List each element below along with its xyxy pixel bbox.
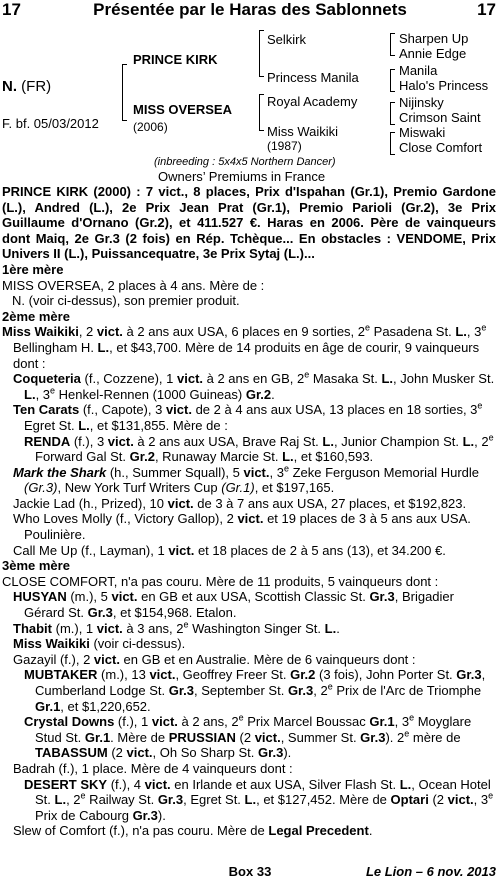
g3-ssd: Annie Edge — [399, 46, 467, 61]
produce-badrah: Badrah (f.), 1 place. Mère de 4 vainqueurs dont : — [13, 760, 293, 776]
produce-renda: RENDA (f.), 3 vict. à 2 ans aux USA, Brave Raj St. L., Junior Champion St. L., 2e Forward Gal St. Gr.2, Runaway Marcie St. L., et $160,593. — [24, 432, 494, 465]
premiums-note: Owners’ Premiums in France — [158, 169, 326, 184]
lot-number-left: 17 — [2, 0, 21, 19]
horse-info: F. bf. 05/03/2012 — [2, 116, 99, 131]
produce-crystal-downs: Crystal Downs (f.), 1 vict. à 2 ans, 2e Prix Marcel Boussac Gr.1, 3e Moyglare Stud St. Gr.1. Mère de PRUSSIAN (2 vict., Summer St. Gr.3). 2e mère de TABASSUM (2 vict., Oh So Sharp St. Gr.3). — [24, 712, 472, 761]
dam-name: MISS OVERSEA — [133, 102, 232, 117]
sire-paragraph: PRINCE KIRK (2000) : 7 vict., 8 places, Prix d'Ispahan (Gr.1), Premio Gardone (L.), Andred (L.), 2e Prix Jean Prat (Gr.1), Premio Parioli (Gr.2), 3e Prix Guillaume d'Ornano (Gr.2), et 411.527 €. Haras en 2006. Père de vainqueurs dont Maiq, 2e Gr.3 (2 fois) en Rép. Tchèque... En obstacles : VENDOME, Prix Univers II (L.), Puissancequatre, 3e Prix Sytaj (L.)... — [2, 184, 496, 262]
pedigree-table — [0, 26, 500, 182]
produce-slew-of-comfort: Slew of Comfort (f.), n'a pas couru. Mère de Legal Precedent. — [13, 823, 373, 839]
produce-husyan: HUSYAN (m.), 5 vict. en GB et aux USA, Scottish Classic St. Gr.3, Brigadier Gérard St. Gr.3, et $154,968. Etalon. — [13, 589, 454, 621]
third-dam-para: CLOSE COMFORT, n'a pas couru. Mère de 11 produits, 5 vainqueurs dont : — [2, 573, 439, 589]
sale-info: Le Lion – 6 nov. 2013 — [365, 864, 496, 879]
dam-sire: Royal Academy — [267, 94, 358, 109]
g3-dds: Miswaki — [399, 125, 446, 140]
horse-country: (FR) — [21, 78, 52, 95]
g3-sss: Sharpen Up — [399, 31, 469, 46]
produce-coqueteria: Coqueteria (f., Cozzene), 1 vict. à 2 ans en GB, 2e Masaka St. L., John Musker St. L., 3e Henkel-Rennen (1000 Guineas) Gr.2. — [13, 369, 495, 402]
inbreeding-note: (inbreeding : 5x4x5 Northern Dancer) — [154, 156, 336, 168]
section-third-dam: 3ème mère — [2, 558, 70, 574]
produce-desert-sky: DESERT SKY (f.), 4 vict. en Irlande et aux USA, Silver Flash St. L., Ocean Hotel St. L., 2e Railway St. Gr.3, Egret St. L., et $127,452. Mère de Optari (2 vict., 3e Prix de Cabourg Gr.3). — [24, 776, 494, 823]
g3-ddd: Close Comfort — [399, 140, 483, 155]
produce-mark-the-shark: Mark the Shark (h., Summer Squall), 5 vict., 3e Zeke Ferguson Memorial Hurdle (Gr.3), New York Turf Writers Cup (Gr.1), et $197,165. — [13, 463, 480, 496]
first-dam-line: MISS OVERSEA, 2 places à 4 ans. Mère de : — [2, 277, 265, 293]
g3-dsd: Crimson Saint — [399, 110, 481, 125]
produce-call-me-up: Call Me Up (f., Layman), 1 vict. et 18 places de 2 à 5 ans (13), et 34.200 €. — [13, 542, 446, 558]
page-header — [0, 0, 500, 22]
produce-ten-carats: Ten Carats (f., Capote), 3 vict. de 2 à 4 ans aux USA, 13 places en 18 sorties, 3e Egret St. L., et $131,855. Mère de : — [13, 400, 483, 433]
gen1-bracket — [122, 64, 123, 120]
page-title: Présentée par le Haras des Sablonnets — [93, 0, 407, 19]
produce-gazayil: Gazayil (f.), 2 vict. en GB et en Australie. Mère de 6 vainqueurs dont : — [13, 651, 416, 667]
section-second-dam: 2ème mère — [2, 308, 70, 324]
first-dam-produce: N. (voir ci-dessus), son premier produit. — [12, 293, 240, 309]
sire-dam: Princess Manila — [267, 70, 359, 85]
sire-sire: Selkirk — [267, 32, 307, 47]
produce-thabit: Thabit (m.), 1 vict. à 3 ans, 2e Washington Singer St. L.. — [13, 619, 340, 636]
produce-jackie-lad: Jackie Lad (h., Prized), 10 vict. de 3 à 7 ans aux USA, 27 places, et $192,823. — [13, 495, 467, 511]
box-number: Box 33 — [228, 864, 272, 879]
g3-sdd: Halo's Princess — [399, 78, 489, 93]
dam-dam: Miss Waikiki — [267, 124, 339, 139]
g3-dss: Nijinsky — [399, 95, 444, 110]
section-first-dam: 1ère mère — [2, 261, 64, 277]
produce-who-loves-molly: Who Loves Molly (f., Victory Gallop), 2 vict. et 19 places de 3 à 5 ans aux USA. Poulinière. — [13, 511, 471, 543]
second-dam-para: Miss Waikiki, 2 vict. à 2 ans aux USA, 6 places en 9 sorties, 2e Pasadena St. L., 3e Bellingham H. L., et $43,700. Mère de 14 produits en âge de courir, 9 vainqueurs dont : — [2, 323, 487, 371]
g3-sds: Manila — [399, 63, 438, 78]
dam-dam-year: (1987) — [267, 139, 302, 153]
catalogue-text — [2, 184, 496, 839]
horse-name: N. — [2, 78, 17, 95]
sire-name: PRINCE KIRK — [133, 52, 218, 67]
dam-year: (2006) — [133, 120, 168, 134]
produce-miss-waikiki: Miss Waikiki (voir ci-dessus). — [13, 636, 186, 652]
produce-mubtaker: MUBTAKER (m.), 13 vict., Geoffrey Freer St. Gr.2 (3 fois), John Porter St. Gr.3, Cumberland Lodge St. Gr.3, September St. Gr.3, 2e Prix de l'Arc de Triomphe Gr.1, et $1,220,652. — [24, 667, 486, 714]
lot-number-right: 17 — [477, 0, 496, 19]
page-footer — [0, 864, 500, 882]
